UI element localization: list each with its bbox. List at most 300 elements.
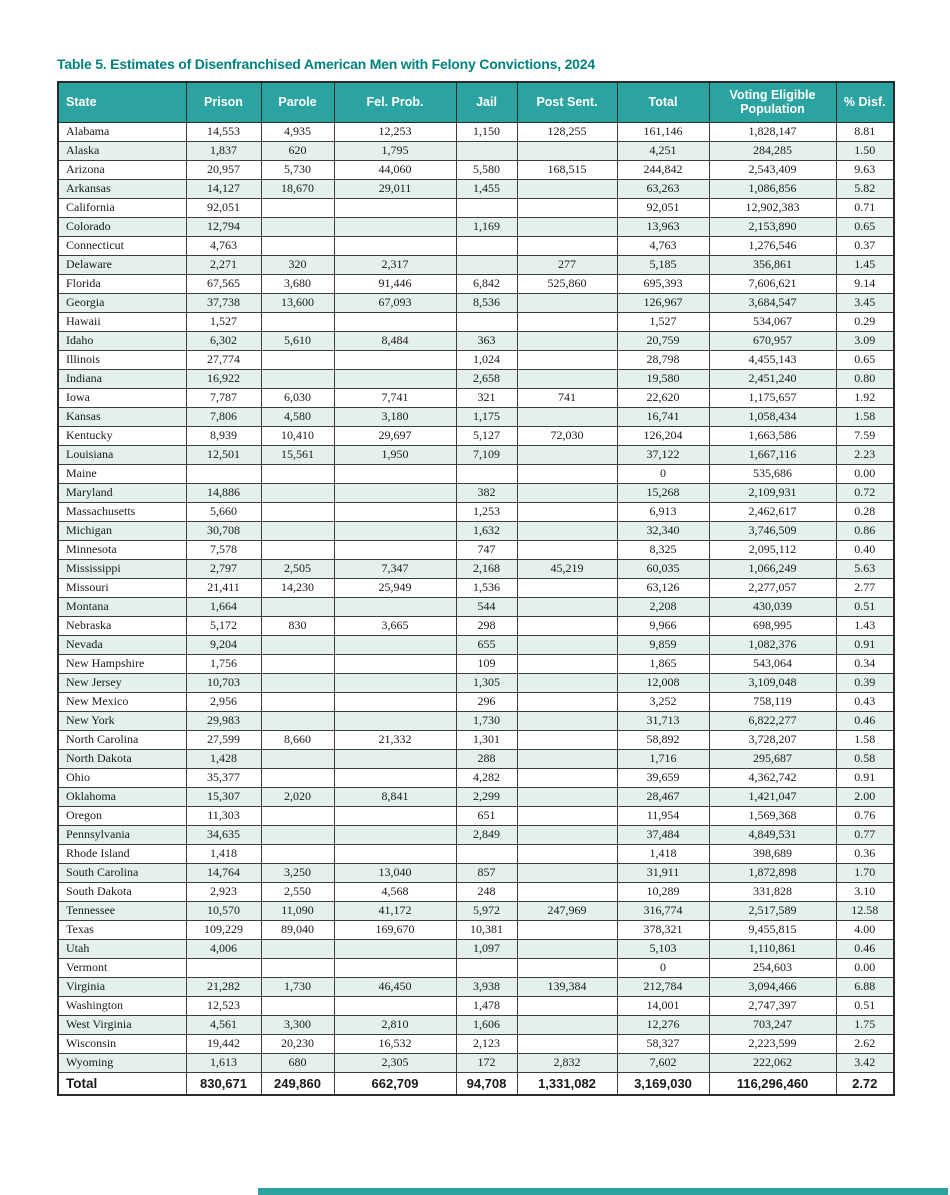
value-cell: 2,517,589: [709, 901, 836, 920]
value-cell: [517, 958, 617, 977]
value-cell: [186, 464, 261, 483]
state-cell: Texas: [58, 920, 186, 939]
state-cell: Minnesota: [58, 540, 186, 559]
state-cell: Maine: [58, 464, 186, 483]
value-cell: [517, 312, 617, 331]
value-cell: 0.00: [836, 464, 894, 483]
value-cell: 169,670: [334, 920, 456, 939]
state-cell: Oklahoma: [58, 787, 186, 806]
value-cell: [261, 198, 334, 217]
value-cell: 109: [456, 654, 517, 673]
value-cell: 1,527: [186, 312, 261, 331]
value-cell: 1,066,249: [709, 559, 836, 578]
value-cell: 67,093: [334, 293, 456, 312]
value-cell: 37,738: [186, 293, 261, 312]
value-cell: [334, 312, 456, 331]
value-cell: [261, 464, 334, 483]
value-cell: 1,305: [456, 673, 517, 692]
value-cell: [334, 635, 456, 654]
value-cell: 655: [456, 635, 517, 654]
value-cell: 1,613: [186, 1053, 261, 1072]
table-row: [58, 483, 894, 502]
value-cell: [334, 939, 456, 958]
value-cell: 11,090: [261, 901, 334, 920]
table-row: [58, 749, 894, 768]
value-cell: [334, 958, 456, 977]
value-cell: 534,067: [709, 312, 836, 331]
value-cell: [517, 844, 617, 863]
value-cell: 244,842: [617, 160, 709, 179]
value-cell: 2,747,397: [709, 996, 836, 1015]
value-cell: 4,568: [334, 882, 456, 901]
table-row: [58, 958, 894, 977]
value-cell: [456, 464, 517, 483]
table-row: [58, 160, 894, 179]
table-row: [58, 312, 894, 331]
value-cell: 2.00: [836, 787, 894, 806]
table-row: [58, 198, 894, 217]
value-cell: 126,967: [617, 293, 709, 312]
value-cell: 7,109: [456, 445, 517, 464]
column-header-post-sent: Post Sent.: [517, 82, 617, 122]
value-cell: 3,094,466: [709, 977, 836, 996]
value-cell: 1,716: [617, 749, 709, 768]
value-cell: 10,289: [617, 882, 709, 901]
value-cell: [261, 673, 334, 692]
value-cell: 4,561: [186, 1015, 261, 1034]
value-cell: 1.58: [836, 407, 894, 426]
value-cell: 248: [456, 882, 517, 901]
column-header-pct-disf: % Disf.: [836, 82, 894, 122]
value-cell: 0.37: [836, 236, 894, 255]
value-cell: 2,168: [456, 559, 517, 578]
value-cell: 6,030: [261, 388, 334, 407]
value-cell: 11,303: [186, 806, 261, 825]
state-cell: Kentucky: [58, 426, 186, 445]
value-cell: 7,741: [334, 388, 456, 407]
value-cell: 295,687: [709, 749, 836, 768]
value-cell: 2,223,599: [709, 1034, 836, 1053]
table-row: [58, 388, 894, 407]
value-cell: [517, 692, 617, 711]
value-cell: [334, 521, 456, 540]
value-cell: [261, 540, 334, 559]
column-header-fel-prob: Fel. Prob.: [334, 82, 456, 122]
value-cell: [517, 616, 617, 635]
value-cell: 0.39: [836, 673, 894, 692]
state-cell: Delaware: [58, 255, 186, 274]
value-cell: [261, 369, 334, 388]
value-cell: 382: [456, 483, 517, 502]
value-cell: 8,484: [334, 331, 456, 350]
value-cell: 11,954: [617, 806, 709, 825]
value-cell: [334, 711, 456, 730]
column-header-jail: Jail: [456, 82, 517, 122]
value-cell: [517, 350, 617, 369]
value-cell: 5,972: [456, 901, 517, 920]
value-cell: 620: [261, 141, 334, 160]
value-cell: 28,798: [617, 350, 709, 369]
state-cell: Arkansas: [58, 179, 186, 198]
value-cell: 19,442: [186, 1034, 261, 1053]
value-cell: [517, 1034, 617, 1053]
value-cell: 16,741: [617, 407, 709, 426]
value-cell: 0.51: [836, 597, 894, 616]
value-cell: [517, 502, 617, 521]
table-row: [58, 293, 894, 312]
value-cell: 747: [456, 540, 517, 559]
value-cell: [261, 939, 334, 958]
value-cell: 2.77: [836, 578, 894, 597]
document-page: [57, 56, 893, 1096]
value-cell: 25,949: [334, 578, 456, 597]
value-cell: 2,277,057: [709, 578, 836, 597]
value-cell: 3.09: [836, 331, 894, 350]
value-cell: [517, 521, 617, 540]
table-row: [58, 673, 894, 692]
value-cell: 0.34: [836, 654, 894, 673]
table-row: [58, 369, 894, 388]
value-cell: [517, 787, 617, 806]
value-cell: 7,787: [186, 388, 261, 407]
value-cell: [334, 236, 456, 255]
table-row: [58, 426, 894, 445]
value-cell: 22,620: [617, 388, 709, 407]
value-cell: [334, 217, 456, 236]
value-cell: [517, 331, 617, 350]
value-cell: 8,939: [186, 426, 261, 445]
value-cell: 2,271: [186, 255, 261, 274]
state-cell: Missouri: [58, 578, 186, 597]
value-cell: 2,123: [456, 1034, 517, 1053]
state-cell: Utah: [58, 939, 186, 958]
value-cell: 14,127: [186, 179, 261, 198]
value-cell: 2,462,617: [709, 502, 836, 521]
value-cell: 15,268: [617, 483, 709, 502]
value-cell: 0.46: [836, 939, 894, 958]
value-cell: 14,886: [186, 483, 261, 502]
value-cell: 356,861: [709, 255, 836, 274]
state-cell: Washington: [58, 996, 186, 1015]
state-cell: Alabama: [58, 122, 186, 141]
value-cell: [517, 179, 617, 198]
value-cell: 10,410: [261, 426, 334, 445]
value-cell: 363: [456, 331, 517, 350]
value-cell: 14,230: [261, 578, 334, 597]
value-cell: 7,606,621: [709, 274, 836, 293]
value-cell: 5,103: [617, 939, 709, 958]
value-cell: 0.76: [836, 806, 894, 825]
table-row: [58, 122, 894, 141]
value-cell: 8,841: [334, 787, 456, 806]
value-cell: 3,746,509: [709, 521, 836, 540]
value-cell: [517, 217, 617, 236]
value-cell: 0.43: [836, 692, 894, 711]
value-cell: 1,169: [456, 217, 517, 236]
table-row: [58, 787, 894, 806]
value-cell: [334, 198, 456, 217]
value-cell: [517, 293, 617, 312]
table-row: [58, 1034, 894, 1053]
value-cell: 32,340: [617, 521, 709, 540]
value-cell: 0.71: [836, 198, 894, 217]
value-cell: 695,393: [617, 274, 709, 293]
value-cell: 3.42: [836, 1053, 894, 1072]
value-cell: 1,276,546: [709, 236, 836, 255]
value-cell: 1.70: [836, 863, 894, 882]
value-cell: 296: [456, 692, 517, 711]
table-row: [58, 806, 894, 825]
value-cell: [456, 844, 517, 863]
value-cell: 5.63: [836, 559, 894, 578]
value-cell: 13,963: [617, 217, 709, 236]
value-cell: 1,667,116: [709, 445, 836, 464]
value-cell: 67,565: [186, 274, 261, 293]
table-row: [58, 939, 894, 958]
value-cell: 0: [617, 958, 709, 977]
table-row: [58, 540, 894, 559]
value-cell: 3,680: [261, 274, 334, 293]
table-row: [58, 616, 894, 635]
value-cell: [261, 597, 334, 616]
table-row: [58, 730, 894, 749]
value-cell: 254,603: [709, 958, 836, 977]
state-cell: Iowa: [58, 388, 186, 407]
value-cell: 0.00: [836, 958, 894, 977]
state-cell: Nebraska: [58, 616, 186, 635]
state-cell: Wisconsin: [58, 1034, 186, 1053]
state-cell: Georgia: [58, 293, 186, 312]
value-cell: 2,543,409: [709, 160, 836, 179]
state-cell: Vermont: [58, 958, 186, 977]
value-cell: 8,325: [617, 540, 709, 559]
value-cell: 10,570: [186, 901, 261, 920]
value-cell: 247,969: [517, 901, 617, 920]
value-cell: 1.50: [836, 141, 894, 160]
value-cell: 4,580: [261, 407, 334, 426]
value-cell: [261, 350, 334, 369]
value-cell: 128,255: [517, 122, 617, 141]
value-cell: 8,536: [456, 293, 517, 312]
table-row: [58, 464, 894, 483]
state-cell: California: [58, 198, 186, 217]
value-cell: 830: [261, 616, 334, 635]
value-cell: 1,730: [261, 977, 334, 996]
value-cell: 30,708: [186, 521, 261, 540]
value-cell: 44,060: [334, 160, 456, 179]
value-cell: 0.86: [836, 521, 894, 540]
table-row: [58, 274, 894, 293]
value-cell: 703,247: [709, 1015, 836, 1034]
value-cell: 12,523: [186, 996, 261, 1015]
value-cell: 1,795: [334, 141, 456, 160]
value-cell: 0.46: [836, 711, 894, 730]
value-cell: 758,119: [709, 692, 836, 711]
value-cell: [334, 464, 456, 483]
value-cell: 37,484: [617, 825, 709, 844]
table-row: [58, 255, 894, 274]
state-cell: Total: [58, 1072, 186, 1095]
value-cell: 0.65: [836, 217, 894, 236]
value-cell: 5,127: [456, 426, 517, 445]
table-row: [58, 502, 894, 521]
value-cell: [261, 236, 334, 255]
value-cell: [517, 540, 617, 559]
value-cell: 63,263: [617, 179, 709, 198]
value-cell: 46,450: [334, 977, 456, 996]
value-cell: 126,204: [617, 426, 709, 445]
value-cell: 7,347: [334, 559, 456, 578]
value-cell: [261, 958, 334, 977]
table-row: [58, 179, 894, 198]
value-cell: 1,418: [617, 844, 709, 863]
header-row: [58, 82, 894, 122]
value-cell: 544: [456, 597, 517, 616]
value-cell: 0.77: [836, 825, 894, 844]
state-cell: Kansas: [58, 407, 186, 426]
value-cell: 18,670: [261, 179, 334, 198]
value-cell: 6,913: [617, 502, 709, 521]
state-cell: Colorado: [58, 217, 186, 236]
value-cell: 9.63: [836, 160, 894, 179]
state-cell: Tennessee: [58, 901, 186, 920]
value-cell: 2,020: [261, 787, 334, 806]
value-cell: 1,418: [186, 844, 261, 863]
value-cell: [456, 958, 517, 977]
value-cell: 222,062: [709, 1053, 836, 1072]
value-cell: 1,950: [334, 445, 456, 464]
value-cell: 651: [456, 806, 517, 825]
value-cell: 543,064: [709, 654, 836, 673]
value-cell: 0.28: [836, 502, 894, 521]
value-cell: 3,252: [617, 692, 709, 711]
table-row: [58, 236, 894, 255]
value-cell: [261, 825, 334, 844]
value-cell: 4.00: [836, 920, 894, 939]
value-cell: [334, 692, 456, 711]
table-row: [58, 692, 894, 711]
value-cell: [517, 711, 617, 730]
value-cell: 5,660: [186, 502, 261, 521]
value-cell: 116,296,460: [709, 1072, 836, 1095]
table-row: [58, 407, 894, 426]
table-row: [58, 654, 894, 673]
state-cell: Indiana: [58, 369, 186, 388]
table-row: [58, 559, 894, 578]
value-cell: 3,728,207: [709, 730, 836, 749]
value-cell: 16,532: [334, 1034, 456, 1053]
table-body: [58, 122, 894, 1072]
value-cell: 12,794: [186, 217, 261, 236]
value-cell: [334, 749, 456, 768]
value-cell: 9,455,815: [709, 920, 836, 939]
table-row: [58, 996, 894, 1015]
value-cell: 161,146: [617, 122, 709, 141]
table-row: [58, 863, 894, 882]
value-cell: 316,774: [617, 901, 709, 920]
value-cell: 4,251: [617, 141, 709, 160]
value-cell: 662,709: [334, 1072, 456, 1095]
value-cell: 12,253: [334, 122, 456, 141]
value-cell: 19,580: [617, 369, 709, 388]
state-cell: Arizona: [58, 160, 186, 179]
state-cell: Connecticut: [58, 236, 186, 255]
value-cell: [334, 540, 456, 559]
value-cell: [456, 312, 517, 331]
table-row: [58, 977, 894, 996]
value-cell: 20,230: [261, 1034, 334, 1053]
value-cell: 58,327: [617, 1034, 709, 1053]
value-cell: 525,860: [517, 274, 617, 293]
value-cell: 1,421,047: [709, 787, 836, 806]
value-cell: 29,983: [186, 711, 261, 730]
column-header-parole: Parole: [261, 82, 334, 122]
value-cell: [517, 369, 617, 388]
column-header-state: State: [58, 82, 186, 122]
value-cell: 1,175: [456, 407, 517, 426]
value-cell: 1,331,082: [517, 1072, 617, 1095]
value-cell: 430,039: [709, 597, 836, 616]
state-cell: Michigan: [58, 521, 186, 540]
value-cell: [517, 464, 617, 483]
value-cell: 8.81: [836, 122, 894, 141]
value-cell: 27,774: [186, 350, 261, 369]
value-cell: [517, 407, 617, 426]
value-cell: [517, 483, 617, 502]
state-cell: Mississippi: [58, 559, 186, 578]
state-cell: Virginia: [58, 977, 186, 996]
value-cell: [517, 863, 617, 882]
value-cell: 3,684,547: [709, 293, 836, 312]
state-cell: Ohio: [58, 768, 186, 787]
value-cell: 284,285: [709, 141, 836, 160]
value-cell: 5,610: [261, 331, 334, 350]
state-cell: Montana: [58, 597, 186, 616]
value-cell: 1,865: [617, 654, 709, 673]
value-cell: 10,703: [186, 673, 261, 692]
value-cell: 857: [456, 863, 517, 882]
state-cell: Maryland: [58, 483, 186, 502]
column-header-prison: Prison: [186, 82, 261, 122]
value-cell: 1,606: [456, 1015, 517, 1034]
value-cell: [517, 673, 617, 692]
column-header-voting-eligible-population: Voting Eligible Population: [709, 82, 836, 122]
value-cell: [261, 521, 334, 540]
table-row: [58, 844, 894, 863]
value-cell: 0: [617, 464, 709, 483]
value-cell: 2,923: [186, 882, 261, 901]
value-cell: [261, 483, 334, 502]
value-cell: 1,110,861: [709, 939, 836, 958]
value-cell: [517, 1015, 617, 1034]
value-cell: 16,922: [186, 369, 261, 388]
value-cell: 5,580: [456, 160, 517, 179]
value-cell: 34,635: [186, 825, 261, 844]
state-cell: New Jersey: [58, 673, 186, 692]
value-cell: [334, 597, 456, 616]
value-cell: 0.91: [836, 635, 894, 654]
value-cell: 0.51: [836, 996, 894, 1015]
value-cell: 8,660: [261, 730, 334, 749]
value-cell: [456, 236, 517, 255]
value-cell: 1,756: [186, 654, 261, 673]
table-row: [58, 350, 894, 369]
value-cell: 3.10: [836, 882, 894, 901]
value-cell: 139,384: [517, 977, 617, 996]
value-cell: [334, 806, 456, 825]
value-cell: 1,428: [186, 749, 261, 768]
table-row: [58, 217, 894, 236]
